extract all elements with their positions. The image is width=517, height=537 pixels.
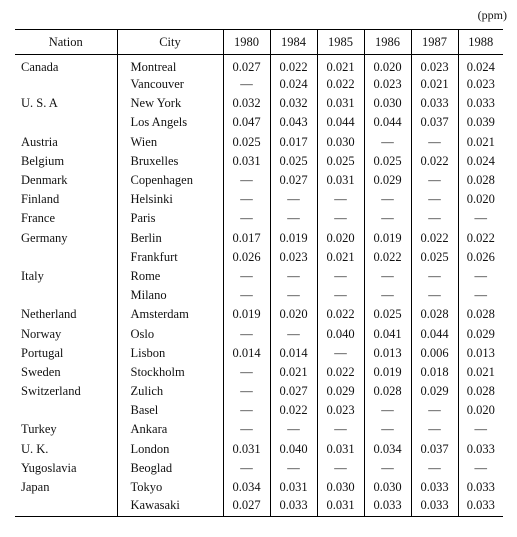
table-row xyxy=(15,305,503,324)
value-cell-1980: — xyxy=(223,363,270,382)
value-cell-1988: 0.039 xyxy=(458,113,503,132)
value-cell-1984: 0.022 xyxy=(270,401,317,420)
city-cell: Lisbon xyxy=(117,344,223,363)
city-cell: Rome xyxy=(117,267,223,286)
header-nation: Nation xyxy=(15,30,117,55)
value-cell-1986: — xyxy=(364,209,411,228)
value-cell-1987: — xyxy=(411,190,458,209)
value-cell-1986: 0.029 xyxy=(364,171,411,190)
value-cell-1988: 0.033 xyxy=(458,497,503,516)
unit-label: (ppm) xyxy=(477,8,507,22)
table-row xyxy=(15,497,503,516)
value-cell-1988: 0.033 xyxy=(458,440,503,459)
value-cell-1980: — xyxy=(223,75,270,94)
value-cell-1985: — xyxy=(317,459,364,478)
value-cell-1987: 0.037 xyxy=(411,113,458,132)
value-cell-1984: 0.021 xyxy=(270,363,317,382)
value-cell-1986: 0.022 xyxy=(364,248,411,267)
city-cell: Montreal xyxy=(117,55,223,76)
value-cell-1987: 0.022 xyxy=(411,229,458,248)
value-cell-1987: — xyxy=(411,133,458,152)
value-cell-1988: 0.028 xyxy=(458,382,503,401)
table-row xyxy=(15,94,503,113)
value-cell-1986: 0.019 xyxy=(364,363,411,382)
city-cell: Basel xyxy=(117,401,223,420)
value-cell-1987: 0.022 xyxy=(411,152,458,171)
header-year-1988: 1988 xyxy=(458,30,503,55)
nation-cell: Switzerland xyxy=(21,384,81,399)
nation-cell: France xyxy=(21,211,56,226)
value-cell-1984: 0.027 xyxy=(270,171,317,190)
header-year-1986: 1986 xyxy=(364,30,411,55)
table-row xyxy=(15,363,503,382)
value-cell-1980: — xyxy=(223,267,270,286)
value-cell-1987: 0.025 xyxy=(411,248,458,267)
value-cell-1988: 0.026 xyxy=(458,248,503,267)
value-cell-1984: — xyxy=(270,209,317,228)
value-cell-1985: 0.021 xyxy=(317,248,364,267)
value-cell-1986: 0.025 xyxy=(364,305,411,324)
table-row xyxy=(15,459,503,478)
city-cell: Copenhagen xyxy=(117,171,223,190)
nation-cell xyxy=(15,75,117,94)
value-cell-1988: 0.024 xyxy=(458,152,503,171)
city-cell: Vancouver xyxy=(117,75,223,94)
value-cell-1988: 0.029 xyxy=(458,324,503,343)
value-cell-1986: — xyxy=(364,401,411,420)
city-cell: Milano xyxy=(117,286,223,305)
nation-cell: U. K. xyxy=(21,441,49,456)
value-cell-1986: 0.013 xyxy=(364,344,411,363)
nation-cell: Belgium xyxy=(21,153,65,168)
city-cell: London xyxy=(117,440,223,459)
header-year-1980: 1980 xyxy=(223,30,270,55)
value-cell-1988: 0.020 xyxy=(458,190,503,209)
value-cell-1985: 0.031 xyxy=(317,497,364,516)
table-row xyxy=(15,324,503,343)
value-cell-1986: 0.033 xyxy=(364,497,411,516)
table-row xyxy=(15,478,503,497)
header-year-1984: 1984 xyxy=(270,30,317,55)
nation-cell: U. S. A xyxy=(21,96,58,111)
value-cell-1985: 0.030 xyxy=(317,133,364,152)
table-row xyxy=(15,440,503,459)
value-cell-1987: — xyxy=(411,209,458,228)
value-cell-1984: 0.040 xyxy=(270,440,317,459)
table-row xyxy=(15,133,503,152)
value-cell-1984: 0.014 xyxy=(270,344,317,363)
value-cell-1984: 0.031 xyxy=(270,478,317,497)
value-cell-1984: 0.023 xyxy=(270,248,317,267)
value-cell-1987: 0.021 xyxy=(411,75,458,94)
table-row xyxy=(15,55,503,76)
value-cell-1986: — xyxy=(364,459,411,478)
value-cell-1984: 0.019 xyxy=(270,229,317,248)
header-city: City xyxy=(117,30,223,55)
value-cell-1986: 0.025 xyxy=(364,152,411,171)
nation-cell: Canada xyxy=(21,60,59,74)
nation-cell xyxy=(15,497,117,516)
table-row xyxy=(15,152,503,171)
value-cell-1986: 0.030 xyxy=(364,94,411,113)
value-cell-1980: 0.027 xyxy=(223,55,270,76)
value-cell-1985: 0.022 xyxy=(317,305,364,324)
value-cell-1988: 0.033 xyxy=(458,94,503,113)
value-cell-1985: — xyxy=(317,420,364,439)
value-cell-1988: 0.020 xyxy=(458,401,503,420)
value-cell-1984: — xyxy=(270,324,317,343)
table-row xyxy=(15,190,503,209)
value-cell-1980: — xyxy=(223,324,270,343)
value-cell-1984: — xyxy=(270,459,317,478)
value-cell-1980: 0.025 xyxy=(223,133,270,152)
nation-cell: Japan xyxy=(21,480,50,495)
table-row xyxy=(15,209,503,228)
value-cell-1984: 0.025 xyxy=(270,152,317,171)
value-cell-1985: — xyxy=(317,344,364,363)
city-cell: Bruxelles xyxy=(117,152,223,171)
value-cell-1984: 0.020 xyxy=(270,305,317,324)
value-cell-1985: — xyxy=(317,190,364,209)
value-cell-1985: 0.022 xyxy=(317,75,364,94)
value-cell-1987: 0.033 xyxy=(411,94,458,113)
value-cell-1980: — xyxy=(223,171,270,190)
value-cell-1987: 0.018 xyxy=(411,363,458,382)
value-cell-1987: 0.023 xyxy=(411,55,458,76)
value-cell-1985: 0.029 xyxy=(317,382,364,401)
pollution-table xyxy=(15,29,503,517)
nation-cell: Portugal xyxy=(21,345,64,360)
nation-cell: Germany xyxy=(21,230,68,245)
value-cell-1984: — xyxy=(270,286,317,305)
table-row xyxy=(15,382,503,401)
value-cell-1980: 0.017 xyxy=(223,229,270,248)
value-cell-1987: 0.037 xyxy=(411,440,458,459)
value-cell-1980: 0.034 xyxy=(223,478,270,497)
nation-cell: Yugoslavia xyxy=(21,460,77,475)
header-row xyxy=(15,30,503,55)
nation-cell xyxy=(15,248,117,267)
header-year-1985: 1985 xyxy=(317,30,364,55)
value-cell-1986: — xyxy=(364,420,411,439)
value-cell-1987: — xyxy=(411,286,458,305)
value-cell-1980: — xyxy=(223,420,270,439)
value-cell-1980: — xyxy=(223,209,270,228)
value-cell-1986: — xyxy=(364,286,411,305)
value-cell-1988: 0.013 xyxy=(458,344,503,363)
value-cell-1984: 0.017 xyxy=(270,133,317,152)
value-cell-1988: — xyxy=(458,209,503,228)
value-cell-1985: 0.025 xyxy=(317,152,364,171)
value-cell-1980: 0.019 xyxy=(223,305,270,324)
value-cell-1988: 0.022 xyxy=(458,229,503,248)
table-row xyxy=(15,248,503,267)
nation-cell xyxy=(15,286,117,305)
value-cell-1980: 0.047 xyxy=(223,113,270,132)
nation-cell: Austria xyxy=(21,134,58,149)
value-cell-1987: 0.033 xyxy=(411,497,458,516)
value-cell-1984: — xyxy=(270,190,317,209)
value-cell-1980: — xyxy=(223,401,270,420)
value-cell-1985: 0.044 xyxy=(317,113,364,132)
value-cell-1980: 0.026 xyxy=(223,248,270,267)
value-cell-1980: — xyxy=(223,382,270,401)
value-cell-1988: 0.021 xyxy=(458,363,503,382)
value-cell-1984: — xyxy=(270,420,317,439)
value-cell-1984: 0.024 xyxy=(270,75,317,94)
table-row xyxy=(15,401,503,420)
value-cell-1985: 0.031 xyxy=(317,440,364,459)
city-cell: Ankara xyxy=(117,420,223,439)
value-cell-1980: 0.027 xyxy=(223,497,270,516)
city-cell: Wien xyxy=(117,133,223,152)
value-cell-1986: — xyxy=(364,267,411,286)
value-cell-1987: 0.028 xyxy=(411,305,458,324)
value-cell-1985: 0.021 xyxy=(317,55,364,76)
value-cell-1984: — xyxy=(270,267,317,286)
value-cell-1980: 0.032 xyxy=(223,94,270,113)
city-cell: Oslo xyxy=(117,324,223,343)
city-cell: Stockholm xyxy=(117,363,223,382)
value-cell-1986: 0.034 xyxy=(364,440,411,459)
nation-cell: Sweden xyxy=(21,364,61,379)
value-cell-1988: 0.024 xyxy=(458,55,503,76)
value-cell-1987: 0.029 xyxy=(411,382,458,401)
value-cell-1984: 0.027 xyxy=(270,382,317,401)
city-cell: Frankfurt xyxy=(117,248,223,267)
nation-cell: Turkey xyxy=(21,422,57,437)
table-row xyxy=(15,229,503,248)
header-year-1987: 1987 xyxy=(411,30,458,55)
table-row xyxy=(15,267,503,286)
value-cell-1988: 0.033 xyxy=(458,478,503,497)
value-cell-1985: 0.031 xyxy=(317,94,364,113)
value-cell-1986: 0.019 xyxy=(364,229,411,248)
value-cell-1988: — xyxy=(458,267,503,286)
table-row xyxy=(15,420,503,439)
value-cell-1987: — xyxy=(411,171,458,190)
value-cell-1988: 0.028 xyxy=(458,305,503,324)
value-cell-1987: — xyxy=(411,267,458,286)
nation-cell: Finland xyxy=(21,192,60,207)
value-cell-1986: 0.028 xyxy=(364,382,411,401)
nation-cell xyxy=(15,113,117,132)
value-cell-1985: 0.031 xyxy=(317,171,364,190)
value-cell-1986: 0.044 xyxy=(364,113,411,132)
value-cell-1985: 0.040 xyxy=(317,324,364,343)
table-row xyxy=(15,75,503,94)
value-cell-1980: — xyxy=(223,190,270,209)
nation-cell: Netherland xyxy=(21,307,77,322)
nation-cell: Italy xyxy=(21,268,44,283)
city-cell: Los Angels xyxy=(117,113,223,132)
value-cell-1985: 0.030 xyxy=(317,478,364,497)
value-cell-1986: — xyxy=(364,133,411,152)
table-body xyxy=(15,55,503,517)
value-cell-1984: 0.032 xyxy=(270,94,317,113)
city-cell: Beoglad xyxy=(117,459,223,478)
value-cell-1986: — xyxy=(364,190,411,209)
city-cell: Helsinki xyxy=(117,190,223,209)
value-cell-1984: 0.033 xyxy=(270,497,317,516)
value-cell-1987: — xyxy=(411,420,458,439)
city-cell: Paris xyxy=(117,209,223,228)
value-cell-1980: — xyxy=(223,286,270,305)
nation-cell: Norway xyxy=(21,326,62,341)
value-cell-1986: 0.041 xyxy=(364,324,411,343)
value-cell-1986: 0.020 xyxy=(364,55,411,76)
value-cell-1986: 0.030 xyxy=(364,478,411,497)
value-cell-1988: — xyxy=(458,286,503,305)
nation-cell: Denmark xyxy=(21,173,68,188)
value-cell-1985: — xyxy=(317,267,364,286)
value-cell-1980: 0.014 xyxy=(223,344,270,363)
table-row xyxy=(15,344,503,363)
table-row xyxy=(15,286,503,305)
city-cell: New York xyxy=(117,94,223,113)
city-cell: Tokyo xyxy=(117,478,223,497)
value-cell-1986: 0.023 xyxy=(364,75,411,94)
value-cell-1987: 0.006 xyxy=(411,344,458,363)
value-cell-1980: — xyxy=(223,459,270,478)
value-cell-1988: 0.023 xyxy=(458,75,503,94)
city-cell: Kawasaki xyxy=(117,497,223,516)
value-cell-1987: 0.033 xyxy=(411,478,458,497)
value-cell-1985: 0.023 xyxy=(317,401,364,420)
value-cell-1987: — xyxy=(411,401,458,420)
value-cell-1988: 0.021 xyxy=(458,133,503,152)
value-cell-1980: 0.031 xyxy=(223,440,270,459)
city-cell: Zulich xyxy=(117,382,223,401)
value-cell-1988: — xyxy=(458,459,503,478)
value-cell-1987: — xyxy=(411,459,458,478)
value-cell-1988: 0.028 xyxy=(458,171,503,190)
table-row xyxy=(15,171,503,190)
value-cell-1987: 0.044 xyxy=(411,324,458,343)
city-cell: Amsterdam xyxy=(117,305,223,324)
value-cell-1985: 0.022 xyxy=(317,363,364,382)
value-cell-1985: 0.020 xyxy=(317,229,364,248)
nation-cell xyxy=(15,401,117,420)
value-cell-1985: — xyxy=(317,209,364,228)
value-cell-1984: 0.022 xyxy=(270,55,317,76)
value-cell-1985: — xyxy=(317,286,364,305)
value-cell-1984: 0.043 xyxy=(270,113,317,132)
value-cell-1988: — xyxy=(458,420,503,439)
value-cell-1980: 0.031 xyxy=(223,152,270,171)
table-row xyxy=(15,113,503,132)
city-cell: Berlin xyxy=(117,229,223,248)
